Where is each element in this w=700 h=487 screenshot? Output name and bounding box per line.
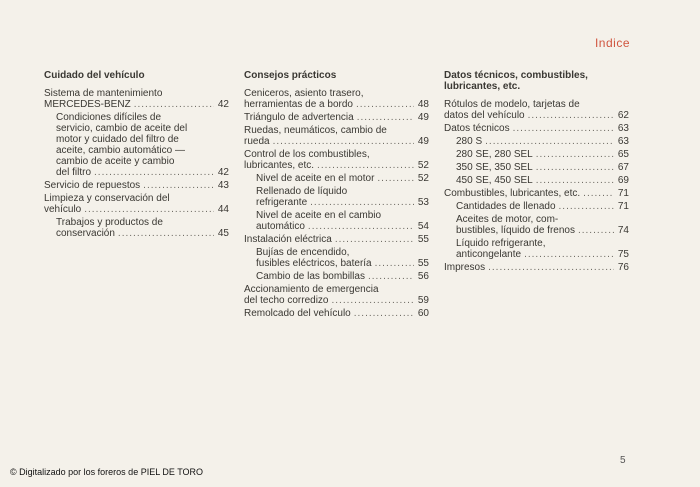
toc-entry-text: datos del vehículo <box>444 110 525 121</box>
toc-page-number: 56 <box>417 271 429 282</box>
toc-entry-text: refrigerante <box>256 197 308 208</box>
toc-page-number: 42 <box>217 167 229 178</box>
dot-leader <box>536 175 614 186</box>
toc-entry-text: conservación <box>56 228 115 239</box>
toc-entry[interactable] <box>244 284 429 306</box>
toc-entry-text: Limpieza y conservación del <box>44 193 170 204</box>
toc-entry-text: 280 S <box>456 136 483 147</box>
toc-entry[interactable] <box>444 188 629 199</box>
toc-page-number: 67 <box>617 162 629 173</box>
dot-leader <box>134 99 214 110</box>
toc-entry[interactable] <box>44 193 229 215</box>
toc-page-number: 42 <box>217 99 229 110</box>
toc-entry-text: lubricantes, etc. <box>244 160 315 171</box>
toc-entry[interactable] <box>44 88 229 110</box>
toc-entry-text: MERCEDES-BENZ <box>44 99 131 110</box>
toc-entry-text: Aceites de motor, com- <box>456 214 559 225</box>
toc-entry-text: Instalación eléctrica <box>244 234 332 245</box>
toc-entry-text: anticongelante <box>456 249 522 260</box>
toc-entry-text: Líquido refrigerante, <box>456 238 546 249</box>
dot-leader <box>485 136 614 147</box>
toc-entry[interactable] <box>444 162 629 173</box>
toc-page-number: 63 <box>617 123 629 134</box>
toc-entry[interactable] <box>244 210 429 232</box>
dot-leader <box>559 201 614 212</box>
toc-entry-text: Impresos <box>444 262 486 273</box>
toc-entry-text: Condiciones difíciles de <box>56 112 162 123</box>
dot-leader <box>94 167 214 178</box>
toc-entry[interactable] <box>244 88 429 110</box>
dot-leader <box>317 160 414 171</box>
toc-page-number: 45 <box>217 228 229 239</box>
toc-entry-text: Accionamiento de emergencia <box>244 284 379 295</box>
toc-entry-text: Trabajos y productos de <box>56 217 163 228</box>
toc-page-number: 43 <box>217 180 229 191</box>
toc-entry-text: Nivel de aceite en el motor <box>256 173 375 184</box>
section-title <box>244 70 429 81</box>
toc-entry[interactable] <box>244 149 429 171</box>
dot-leader <box>354 308 414 319</box>
toc-page-number: 49 <box>417 136 429 147</box>
toc-entry-text: Ceniceros, asiento trasero, <box>244 88 364 99</box>
dot-leader <box>143 180 214 191</box>
page-heading: Indice <box>594 36 630 50</box>
toc-entry[interactable] <box>244 173 429 184</box>
toc-page-number: 69 <box>617 175 629 186</box>
toc-entry-text: servicio, cambio de aceite del <box>56 123 188 134</box>
toc-entry-text: Combustibles, lubricantes, etc. <box>444 188 581 199</box>
toc-page-number: 55 <box>417 234 429 245</box>
toc-entry[interactable] <box>444 99 629 121</box>
toc-entry[interactable] <box>244 271 429 282</box>
dot-leader <box>357 112 414 123</box>
toc-page-number: 59 <box>417 295 429 306</box>
toc-entry-text: Datos técnicos <box>444 123 510 134</box>
toc-entry-text: herramientas de a bordo <box>244 99 353 110</box>
dot-leader <box>513 123 614 134</box>
toc-page-number: 60 <box>417 308 429 319</box>
toc-entry-text: 450 SE, 450 SEL <box>456 175 533 186</box>
toc-entry-text: fusibles eléctricos, batería <box>256 258 372 269</box>
section-title-line: Datos técnicos, combustibles, <box>444 70 588 81</box>
toc-entry-text: aceite, cambio automático — <box>56 145 185 156</box>
dot-leader <box>536 162 614 173</box>
toc-entry-text: Cambio de las bombillas <box>256 271 365 282</box>
dot-leader <box>118 228 214 239</box>
toc-entry[interactable] <box>44 112 229 178</box>
section-title-line: Consejos prácticos <box>244 70 337 81</box>
toc-page-number: 44 <box>217 204 229 215</box>
toc-entry[interactable] <box>244 125 429 147</box>
toc-column-1 <box>44 70 229 239</box>
toc-page-number: 48 <box>417 99 429 110</box>
toc-entry-text: Ruedas, neumáticos, cambio de <box>244 125 387 136</box>
toc-entry-text: Servicio de repuestos <box>44 180 141 191</box>
toc-page-number: 74 <box>617 225 629 236</box>
toc-entry-text: Triángulo de advertencia <box>244 112 354 123</box>
dot-leader <box>578 225 614 236</box>
toc-entry-text: 280 SE, 280 SEL <box>456 149 533 160</box>
toc-entry-text: Sistema de mantenimiento <box>44 88 163 99</box>
dot-leader <box>528 110 614 121</box>
toc-entry[interactable] <box>444 149 629 160</box>
toc-entry-text: Nivel de aceite en el cambio <box>256 210 382 221</box>
dot-leader <box>377 173 414 184</box>
section-title-line: Cuidado del vehículo <box>44 70 145 81</box>
dot-leader <box>524 249 614 260</box>
toc-page-number: 52 <box>417 173 429 184</box>
toc-page-number: 76 <box>617 262 629 273</box>
dot-leader <box>84 204 214 215</box>
toc-entry[interactable] <box>444 238 629 260</box>
toc-entry-text: cambio de aceite y cambio <box>56 156 175 167</box>
dot-leader <box>583 188 614 199</box>
toc-entry-text: Cantidades de llenado <box>456 201 556 212</box>
toc-page-number: 49 <box>417 112 429 123</box>
toc-entry-text: rueda <box>244 136 270 147</box>
dot-leader <box>536 149 614 160</box>
toc-entry-text: Rellenado de líquido <box>256 186 348 197</box>
dot-leader <box>375 258 414 269</box>
toc-entry-text: del techo corredizo <box>244 295 329 306</box>
toc-entry[interactable] <box>444 136 629 147</box>
toc-column-2 <box>244 70 429 319</box>
dot-leader <box>368 271 414 282</box>
toc-entry-text: Rótulos de modelo, tarjetas de <box>444 99 580 110</box>
toc-entry[interactable] <box>444 123 629 134</box>
toc-page-number: 65 <box>617 149 629 160</box>
toc-page-number: 52 <box>417 160 429 171</box>
toc-entry[interactable] <box>244 186 429 208</box>
section-title-line: lubricantes, etc. <box>444 81 521 92</box>
dot-leader <box>356 99 414 110</box>
toc-entry[interactable] <box>244 234 429 245</box>
toc-page-number: 62 <box>617 110 629 121</box>
dot-leader <box>335 234 414 245</box>
toc-entry-text: Control de los combustibles, <box>244 149 370 160</box>
toc-column-3 <box>444 70 629 273</box>
toc-page-number: 53 <box>417 197 429 208</box>
section-title <box>444 70 629 92</box>
toc-entry[interactable] <box>244 308 429 319</box>
toc-entry-text: motor y cuidado del filtro de <box>56 134 179 145</box>
section-title <box>44 70 229 81</box>
toc-entry-text: automático <box>256 221 305 232</box>
dot-leader <box>310 197 414 208</box>
toc-entry-text: vehículo <box>44 204 82 215</box>
toc-entry[interactable] <box>444 262 629 273</box>
toc-entry[interactable] <box>444 214 629 236</box>
toc-page-number: 71 <box>617 188 629 199</box>
toc-page-number: 75 <box>617 249 629 260</box>
toc-entry-text: Bujías de encendido, <box>256 247 350 258</box>
toc-page-number: 54 <box>417 221 429 232</box>
dot-leader <box>273 136 414 147</box>
toc-page-number: 63 <box>617 136 629 147</box>
page-number: 5 <box>620 455 626 466</box>
toc-entry-text: 350 SE, 350 SEL <box>456 162 533 173</box>
toc-entry[interactable] <box>444 175 629 186</box>
toc-entry[interactable] <box>244 247 429 269</box>
toc-entry-text: del filtro <box>56 167 92 178</box>
toc-entry-text: bustibles, líquido de frenos <box>456 225 575 236</box>
dot-leader <box>308 221 414 232</box>
toc-entry[interactable] <box>44 217 229 239</box>
toc-entry-text: Remolcado del vehículo <box>244 308 351 319</box>
toc-page-number: 71 <box>617 201 629 212</box>
toc-entry[interactable] <box>244 112 429 123</box>
toc-page-number: 55 <box>417 258 429 269</box>
dot-leader <box>488 262 614 273</box>
footer-copyright: © Digitalizado por los foreros de PIEL DE TORO <box>10 467 204 477</box>
toc-entry[interactable] <box>444 201 629 212</box>
toc-entry[interactable] <box>44 180 229 191</box>
dot-leader <box>332 295 415 306</box>
